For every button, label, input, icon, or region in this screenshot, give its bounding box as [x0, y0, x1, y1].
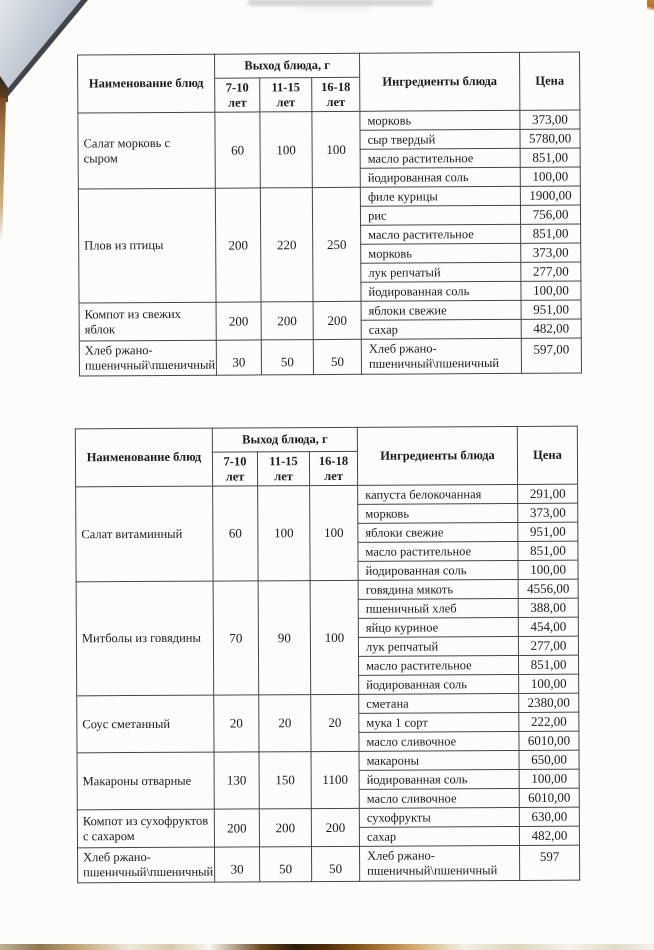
ingredient-name-cell: йодированная соль [359, 674, 519, 694]
output-11-15-cell: 100 [260, 112, 312, 188]
ingredient-name-cell: яблоки свежие [361, 300, 521, 320]
ingredient-price-cell: 851,00 [521, 224, 581, 243]
output-16-18-cell: 250 [312, 187, 361, 301]
output-7-10-cell: 20 [214, 695, 259, 752]
ingredient-name-cell: масло сливочное [359, 788, 519, 808]
ingredient-name-cell: йодированная соль [359, 769, 519, 789]
ingredient-price-cell: 951,00 [518, 522, 578, 541]
output-7-10-cell: 60 [213, 486, 258, 581]
ingredient-name-cell: йодированная соль [360, 167, 520, 187]
dish-name-cell: Компот из сухофруктов с сахаром [77, 809, 214, 848]
ingredient-name-cell: яблоки свежие [358, 523, 518, 543]
ingredient-price-cell: 100,00 [519, 769, 579, 788]
output-16-18-cell: 1100 [311, 751, 359, 808]
ingredient-price-cell: 851,00 [519, 655, 579, 674]
output-11-15-cell: 20 [259, 695, 311, 752]
output-11-15-cell: 50 [260, 847, 312, 882]
dish-name-cell: Хлеб ржано- пшеничный\пшеничный [78, 847, 215, 883]
col-header-output-group: Выход блюда, г [215, 53, 360, 78]
ingredient-price-cell: 756,00 [520, 205, 580, 224]
col-header-age-7-10: 7-10 лет [215, 78, 260, 112]
ingredient-price-cell: 388,00 [518, 598, 578, 617]
ingredient-row [76, 484, 578, 506]
ingredient-price-cell: 2380,00 [519, 693, 579, 712]
ingredient-name-cell: масло растительное [361, 224, 521, 244]
col-header-dish-name: Наименование блюд [75, 428, 212, 487]
ingredient-name-cell: морковь [360, 110, 520, 130]
output-16-18-cell: 50 [313, 339, 361, 374]
dish-name-cell: Хлеб ржано- пшеничный\пшеничный [79, 340, 216, 376]
ingredient-name-cell: рис [360, 205, 520, 225]
menu-table-2-header [75, 426, 577, 487]
col-header-dish-name: Наименование блюд [78, 54, 215, 113]
ingredient-name-cell: мука 1 сорт [359, 712, 519, 732]
ingredient-row [77, 807, 579, 829]
output-11-15-cell: 200 [261, 302, 313, 340]
header-row-group [78, 52, 580, 79]
ingredient-price-cell: 597 [520, 845, 580, 880]
col-header-age-16-18: 16-18 лет [312, 77, 360, 111]
ingredient-name-cell: масло сливочное [359, 731, 519, 751]
scan-top-right-corner-mark [647, 0, 654, 10]
output-7-10-cell: 30 [216, 340, 261, 375]
ingredient-name-cell: сахар [361, 319, 521, 339]
ingredient-price-cell: 373,00 [520, 110, 580, 129]
output-16-18-cell: 200 [311, 808, 359, 846]
ingredient-price-cell: 6010,00 [519, 788, 579, 807]
ingredient-name-cell: масло растительное [359, 655, 519, 675]
ingredient-price-cell: 100,00 [520, 167, 580, 186]
menu-table-1 [77, 51, 582, 376]
dish-name-cell: Плов из птицы [78, 188, 216, 303]
ingredient-name-cell: яйцо куриное [358, 618, 518, 638]
col-header-price: Цена [517, 426, 577, 484]
ingredient-price-cell: 277,00 [521, 262, 581, 281]
ingredient-row [77, 693, 579, 715]
ingredient-price-cell: 851,00 [520, 148, 580, 167]
ingredient-price-cell: 100,00 [518, 560, 578, 579]
output-7-10-cell: 130 [214, 752, 259, 809]
ingredient-price-cell: 482,00 [519, 826, 579, 845]
ingredient-price-cell: 597,00 [521, 338, 581, 373]
ingredient-price-cell: 100,00 [521, 281, 581, 300]
ingredient-name-cell: йодированная соль [358, 561, 518, 581]
dish-name-cell: Митболы из говядины [76, 581, 214, 696]
cutoff-text-artifact [248, 0, 433, 5]
col-header-price: Цена [520, 52, 580, 110]
ingredient-price-cell: 6010,00 [519, 731, 579, 750]
scan-bottom-edge-artifact [0, 944, 654, 950]
dish-name-cell: Соус сметанный [77, 695, 214, 753]
output-16-18-cell: 100 [310, 580, 359, 694]
output-11-15-cell: 220 [260, 188, 313, 302]
menu-table-2-body [76, 484, 580, 883]
menu-table-2 [75, 426, 580, 884]
ingredient-name-cell: морковь [358, 504, 518, 524]
output-11-15-cell: 50 [261, 340, 313, 375]
col-header-ingredients: Ингредиенты блюда [357, 427, 517, 486]
output-7-10-cell: 200 [216, 302, 261, 340]
ingredient-name-cell: говядина мякоть [358, 580, 518, 600]
ingredient-name-cell: морковь [361, 243, 521, 263]
ingredient-name-cell: макароны [359, 750, 519, 770]
output-7-10-cell: 60 [215, 112, 260, 188]
ingredient-price-cell: 851,00 [518, 541, 578, 560]
dish-name-cell: Макароны отварные [77, 752, 214, 810]
ingredient-price-cell: 100,00 [519, 674, 579, 693]
output-16-18-cell: 20 [311, 694, 359, 751]
output-16-18-cell: 100 [310, 485, 359, 580]
col-header-age-11-15: 11-15 лет [260, 78, 312, 112]
ingredient-price-cell: 222,00 [519, 712, 579, 731]
output-16-18-cell: 200 [313, 301, 361, 339]
cutoff-text-artifact-2 [300, 7, 370, 10]
header-row-group [75, 426, 577, 453]
output-16-18-cell: 100 [312, 111, 360, 187]
dish-name-cell: Салат морковь с сыром [78, 112, 215, 189]
col-header-age-7-10: 7-10 лет [212, 452, 257, 486]
ingredient-name-cell: йодированная соль [361, 281, 521, 301]
ingredient-price-cell: 630,00 [519, 807, 579, 826]
ingredient-price-cell: 951,00 [521, 300, 581, 319]
output-11-15-cell: 150 [259, 752, 311, 809]
ingredient-name-cell: Хлеб ржано- пшеничный\пшеничный [360, 845, 520, 881]
col-header-output-group: Выход блюда, г [212, 427, 357, 452]
ingredient-price-cell: 482,00 [521, 319, 581, 338]
ingredient-price-cell: 454,00 [518, 617, 578, 636]
dish-name-cell: Компот из свежих яблок [79, 302, 216, 341]
ingredient-row [77, 750, 579, 772]
output-11-15-cell: 100 [258, 486, 310, 581]
scan-left-edge-artifact [0, 98, 6, 243]
ingredient-price-cell: 373,00 [518, 503, 578, 522]
output-7-10-cell: 30 [215, 847, 260, 882]
output-7-10-cell: 200 [214, 809, 259, 847]
ingredient-name-cell: филе курицы [360, 186, 520, 206]
ingredient-row [76, 579, 578, 601]
ingredient-name-cell: лук репчатый [361, 262, 521, 282]
ingredient-name-cell: сыр твердый [360, 129, 520, 149]
output-16-18-cell: 50 [312, 846, 360, 881]
ingredient-name-cell: масло растительное [360, 148, 520, 168]
col-header-age-16-18: 16-18 лет [309, 451, 357, 485]
output-7-10-cell: 200 [215, 188, 261, 302]
ingredient-name-cell: лук репчатый [358, 637, 518, 657]
ingredient-price-cell: 1900,00 [520, 186, 580, 205]
menu-table-1-body [78, 110, 582, 376]
ingredient-row [79, 338, 581, 376]
ingredient-name-cell: масло растительное [358, 542, 518, 562]
col-header-age-11-15: 11-15 лет [257, 452, 309, 486]
output-11-15-cell: 200 [259, 809, 311, 847]
ingredient-name-cell: пшеничный хлеб [358, 599, 518, 619]
output-11-15-cell: 90 [258, 581, 311, 695]
ingredient-price-cell: 4556,00 [518, 579, 578, 598]
ingredient-name-cell: капуста белокочанная [358, 485, 518, 505]
ingredient-name-cell: Хлеб ржано- пшеничный\пшеничный [361, 338, 521, 374]
ingredient-name-cell: сухофрукты [359, 807, 519, 827]
ingredient-name-cell: сахар [359, 826, 519, 846]
ingredient-row [78, 845, 580, 883]
col-header-ingredients: Ингредиенты блюда [360, 52, 520, 111]
ingredient-price-cell: 373,00 [521, 243, 581, 262]
ingredient-price-cell: 277,00 [518, 636, 578, 655]
ingredient-price-cell: 5780,00 [520, 129, 580, 148]
ingredient-price-cell: 291,00 [518, 484, 578, 503]
menu-table-1-header [78, 52, 580, 113]
ingredient-price-cell: 650,00 [519, 750, 579, 769]
output-7-10-cell: 70 [213, 581, 259, 695]
dish-name-cell: Салат витаминный [76, 486, 213, 582]
ingredient-name-cell: сметана [359, 693, 519, 713]
